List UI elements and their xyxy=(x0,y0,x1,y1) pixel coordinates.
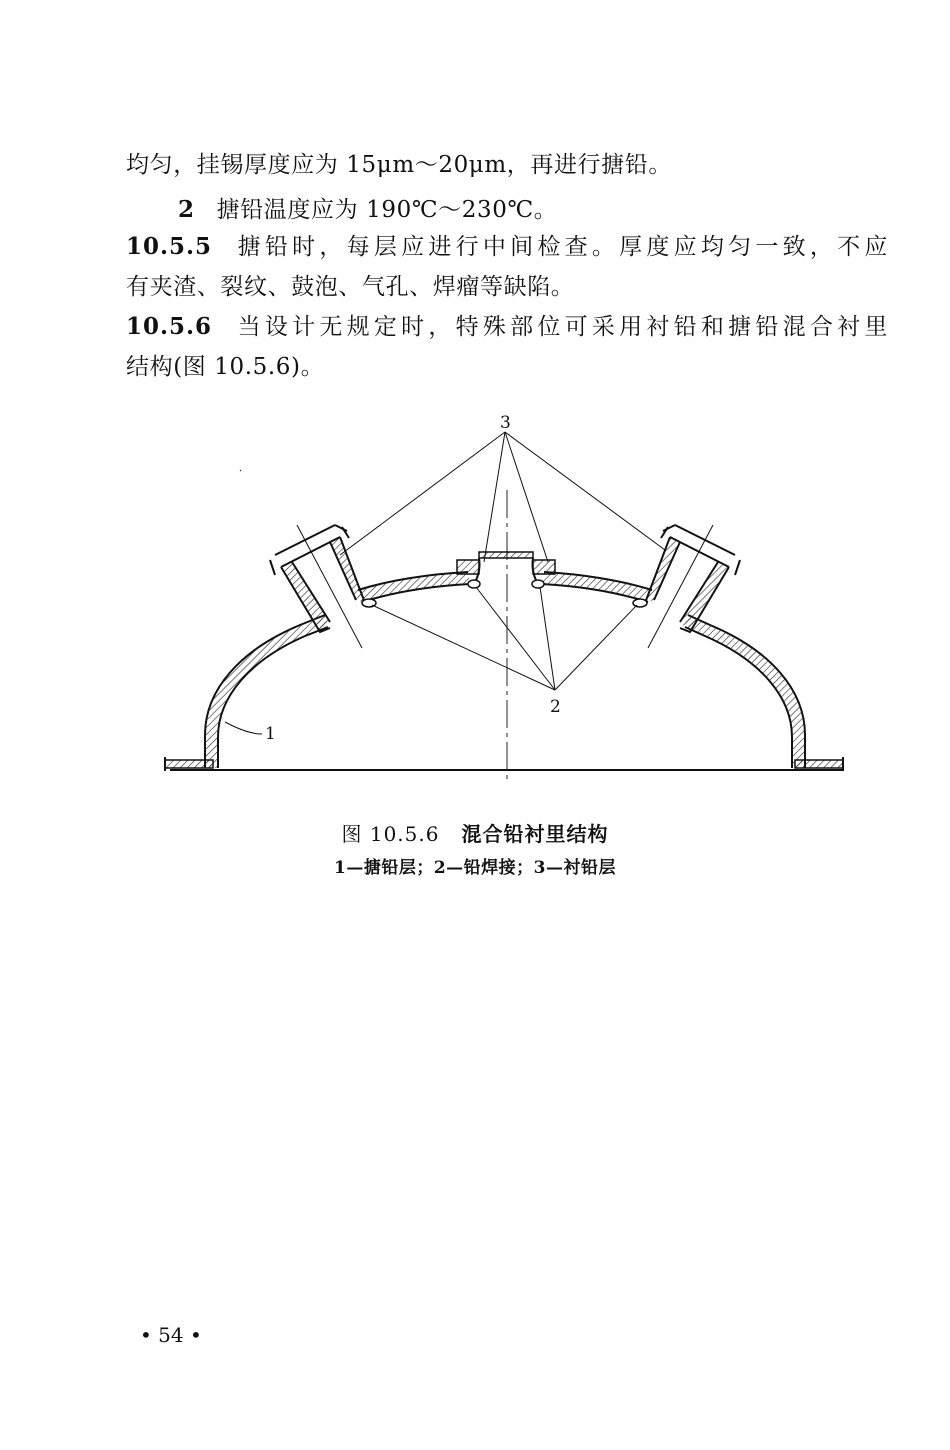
left-nozzle-lining-2 xyxy=(330,537,365,603)
leader-label-1 xyxy=(225,722,262,734)
clause-10-5-5-text1: 搪铅时，每层应进行中间检查。厚度应均匀一致，不应 xyxy=(234,234,888,260)
right-weld xyxy=(633,599,647,607)
item-2-number: 2 xyxy=(178,196,195,223)
lining-right-wall xyxy=(685,615,805,768)
clause-10-5-5-number: 10.5.5 xyxy=(126,233,213,260)
leaders-label-3 xyxy=(340,432,665,562)
dome-shell xyxy=(205,572,805,768)
clause-10-5-6-line2: 结构(图 10.5.6)。 xyxy=(126,354,325,380)
clause-10-5-5-line2: 有夹渣、裂纹、鼓泡、气孔、焊瘤等缺陷。 xyxy=(126,274,575,300)
figure-label-2: 2 xyxy=(550,697,561,717)
right-nozzle-lining-2 xyxy=(645,537,680,603)
lining-left-wall xyxy=(205,615,328,768)
leaders-label-2 xyxy=(372,587,637,690)
figure-caption-title: 混合铅衬里结构 xyxy=(461,822,609,846)
center-weld-right xyxy=(532,580,544,588)
item-2-text: 搪铅温度应为 190℃～230℃。 xyxy=(216,197,558,223)
clause-10-5-5-line1 xyxy=(126,232,888,262)
figure-caption-number: 图 10.5.6 xyxy=(341,822,440,846)
figure-label-3: 3 xyxy=(500,413,511,433)
figure-legend: 1—搪铅层；2—铅焊接；3—衬铅层 xyxy=(334,858,616,878)
center-weld-left xyxy=(468,580,480,588)
text-line-continuation: 均匀，挂锡厚度应为 15μm～20μm，再进行搪铅。 xyxy=(126,152,672,178)
clause-10-5-6-number: 10.5.6 xyxy=(126,313,213,340)
mixed-lead-lining-diagram xyxy=(155,405,855,805)
figure-caption xyxy=(0,820,950,848)
item-2 xyxy=(178,195,557,225)
clause-10-5-6-line1 xyxy=(126,312,888,342)
clause-10-5-6-text1: 当设计无规定时，特殊部位可采用衬铅和搪铅混合衬里 xyxy=(234,314,888,340)
figure-label-1: 1 xyxy=(265,724,276,744)
page-number: • 54 • xyxy=(140,1323,202,1347)
